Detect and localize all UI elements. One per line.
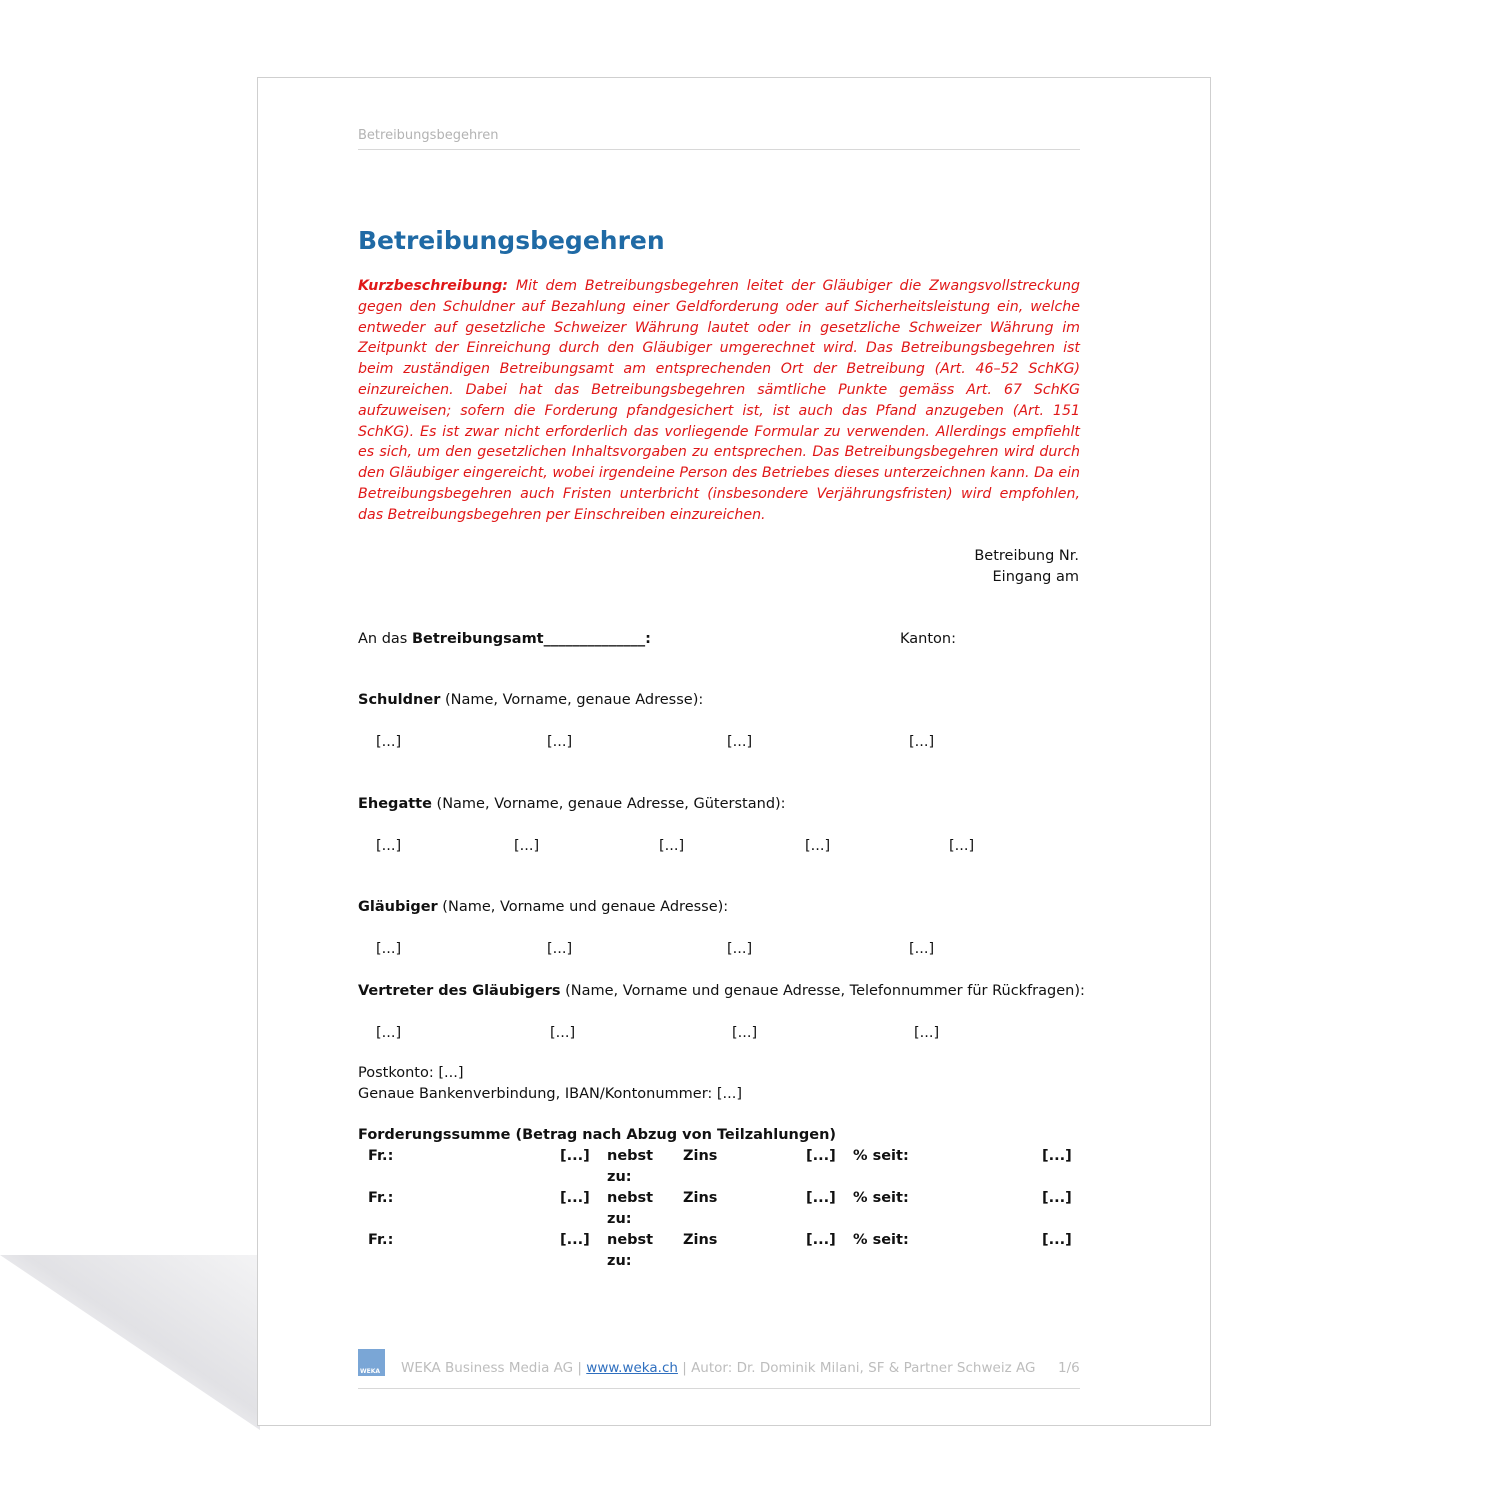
nebst-label: nebst — [607, 1190, 654, 1206]
office-field[interactable]: Betreibungsamt______________: — [411, 631, 651, 647]
document-page — [257, 77, 1211, 1426]
received-date: Eingang am — [992, 569, 1079, 585]
interest-label: Zins — [683, 1190, 718, 1206]
bank-details-field[interactable]: Genaue Bankenverbindung, IBAN/Kontonummer: [...] — [358, 1086, 743, 1102]
zu-label: zu: — [607, 1253, 632, 1269]
representative-field[interactable]: [...] — [550, 1025, 576, 1041]
footer-divider — [358, 1388, 1080, 1389]
canton-field[interactable]: Kanton: — [900, 631, 956, 647]
debtor-field[interactable]: [...] — [727, 734, 753, 750]
debtor-field[interactable]: [...] — [376, 734, 402, 750]
currency-label: Fr.: — [368, 1232, 394, 1248]
interest-label: Zins — [683, 1148, 718, 1164]
currency-label: Fr.: — [368, 1190, 394, 1206]
weka-logo: WEKA — [358, 1349, 385, 1376]
header-divider — [358, 149, 1080, 150]
description-text: Mit dem Betreibungsbegehren leitet der Gläubiger die Zwangsvollstreckung gegen den Schuldner auf Bezahlung einer Geldforderung oder auf Sicherheitsleistung ein, welche entweder auf gesetzliche Schweizer Währung lautet oder in gesetzliche Schweizer Währung im Zeitpunkt der Einreichung durch den Gläubiger umgerechnet wird. Das Betreibungsbegehren ist beim zuständigen Betreibungsamt am entsprechenden Ort der Betreibung (Art. 46–52 SchKG) einzureichen. Dabei hat das Betreibungsbegehren sämtliche Punkte gemäss Art. 67 SchKG aufzuweisen; sofern die Forderung pfandgesichert ist, ist auch das Pfand anzugeben (Art. 151 SchKG). Es ist zwar nicht erforderlich das vorliegende Formular zu verwenden. Allerdings empfiehlt es sich, um den gesetzlichen Inhaltsvorgaben zu entsprechen. Das Betreibungsbegehren wird durch den Gläubiger eingereicht, wobei irgendeine Person des Betriebes dieses unterzeichnen kann. Da ein Betreibungsbegehren auch Fristen unterbricht (insbesondere Verjährungsfristen) wird empfohlen, das Betreibungsbegehren per Einschreiben einzureichen. — [358, 278, 1081, 523]
nebst-label: nebst — [607, 1232, 654, 1248]
page-shadow — [0, 1255, 260, 1430]
spouse-field[interactable]: [...] — [949, 838, 975, 854]
since-label: % seit: — [853, 1232, 909, 1248]
rate-field[interactable]: [...] — [806, 1190, 836, 1206]
since-label: % seit: — [853, 1148, 909, 1164]
rate-field[interactable]: [...] — [806, 1232, 836, 1248]
date-field[interactable]: [...] — [1042, 1148, 1072, 1164]
amount-field[interactable]: [...] — [560, 1190, 590, 1206]
creditor-field[interactable]: [...] — [547, 941, 573, 957]
date-field[interactable]: [...] — [1042, 1190, 1072, 1206]
representative-field[interactable]: [...] — [732, 1025, 758, 1041]
creditor-field[interactable]: [...] — [909, 941, 935, 957]
spouse-field[interactable]: [...] — [659, 838, 685, 854]
amount-field[interactable]: [...] — [560, 1148, 590, 1164]
rate-field[interactable]: [...] — [806, 1148, 836, 1164]
claim-heading: Forderungssumme (Betrag nach Abzug von Teilzahlungen) — [358, 1127, 837, 1143]
document-title: Betreibungsbegehren — [358, 226, 665, 255]
running-header: Betreibungsbegehren — [358, 128, 499, 143]
currency-label: Fr.: — [368, 1148, 394, 1164]
page-number: 1/6 — [1058, 1360, 1080, 1376]
reference-number: Betreibung Nr. — [974, 548, 1079, 564]
representative-heading: Vertreter des Gläubigers (Name, Vorname und genaue Adresse, Telefonnummer für Rückfragen): — [358, 983, 1085, 999]
debtor-field[interactable]: [...] — [547, 734, 573, 750]
spouse-field[interactable]: [...] — [376, 838, 402, 854]
nebst-label: nebst — [607, 1148, 654, 1164]
recipient-line: An das Betreibungsamt______________: — [358, 631, 651, 647]
amount-field[interactable]: [...] — [560, 1232, 590, 1248]
creditor-field[interactable]: [...] — [727, 941, 753, 957]
creditor-heading: Gläubiger (Name, Vorname und genaue Adresse): — [358, 899, 729, 915]
representative-field[interactable]: [...] — [914, 1025, 940, 1041]
short-description — [358, 276, 1080, 526]
weka-link[interactable]: www.weka.ch — [586, 1360, 678, 1376]
footer-credits: WEKA Business Media AG | www.weka.ch | Autor: Dr. Dominik Milani, SF & Partner Schweiz AG — [401, 1360, 1036, 1376]
description-label: Kurzbeschreibung: — [358, 278, 508, 294]
date-field[interactable]: [...] — [1042, 1232, 1072, 1248]
debtor-field[interactable]: [...] — [909, 734, 935, 750]
representative-field[interactable]: [...] — [376, 1025, 402, 1041]
interest-label: Zins — [683, 1232, 718, 1248]
spouse-heading: Ehegatte (Name, Vorname, genaue Adresse, Güterstand): — [358, 796, 786, 812]
creditor-field[interactable]: [...] — [376, 941, 402, 957]
zu-label: zu: — [607, 1211, 632, 1227]
debtor-heading: Schuldner (Name, Vorname, genaue Adresse): — [358, 692, 704, 708]
spouse-field[interactable]: [...] — [514, 838, 540, 854]
postal-account-field[interactable]: Postkonto: [...] — [358, 1065, 464, 1081]
since-label: % seit: — [853, 1190, 909, 1206]
spouse-field[interactable]: [...] — [805, 838, 831, 854]
zu-label: zu: — [607, 1169, 632, 1185]
